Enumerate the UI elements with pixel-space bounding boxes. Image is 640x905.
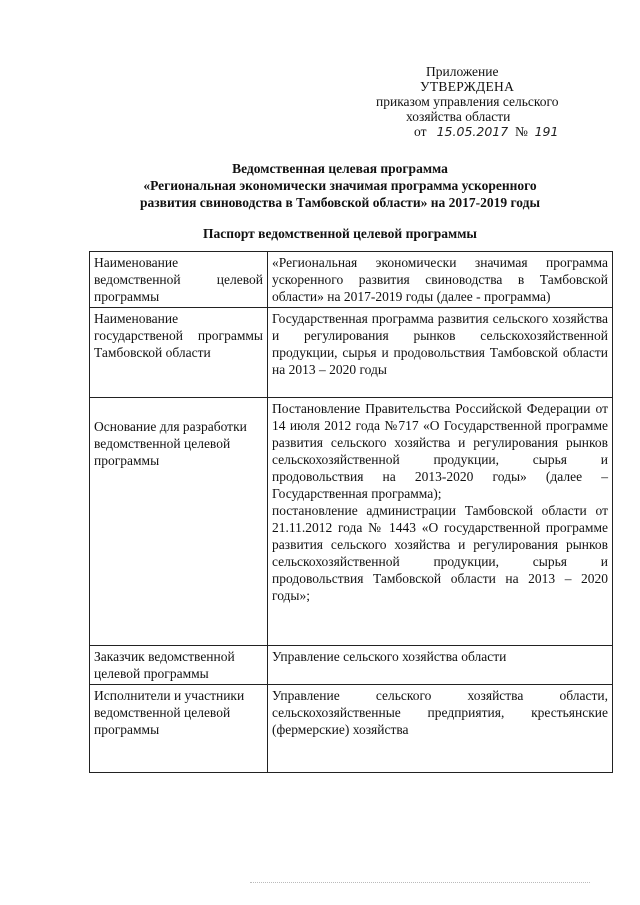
footer-divider xyxy=(250,882,590,883)
row-label: Основание для разработки ведомственной целевой программы xyxy=(90,398,268,646)
appendix-label: Приложение xyxy=(426,64,499,79)
title-line-3: развития свиноводства в Тамбовской области» на 2017-2019 годы xyxy=(139,195,541,210)
from-label: от xyxy=(414,124,427,139)
row-value: «Региональная экономически значимая программа ускоренного развития свиноводства в Тамбовской области» на 2017-2019 годы (далее - программа) xyxy=(268,252,613,308)
value-paragraph: постановление администрации Тамбовской области от 21.11.2012 года № 1443 «О государственной программе развития сельского хозяйства и регулирования рынков сельскохозяйственной продукции, сырья и продовольствия Тамбовской области на 2013 – 2020 годы»; xyxy=(272,503,608,603)
row-value: Управление сельского хозяйства области, сельскохозяйственные предприятия, крестьянские (фермерские) хозяйства xyxy=(268,685,613,773)
handwritten-date: 15.05.2017 xyxy=(436,124,509,139)
table-row xyxy=(90,398,613,646)
row-label: Заказчик ведомственной целевой программы xyxy=(90,646,268,685)
title-line-1: Ведомственная целевая программа xyxy=(232,161,448,176)
row-value xyxy=(268,398,613,646)
row-value: Управление сельского хозяйства области xyxy=(268,646,613,685)
row-label: Наименование государственой программы Тамбовской области xyxy=(90,308,268,398)
document-title xyxy=(60,160,620,211)
passport-table xyxy=(89,251,613,773)
row-value: Государственная программа развития сельского хозяйства и регулирования рынков сельскохозяйственной продукции, сырья и продовольствия Тамбовской области на 2013 – 2020 годы xyxy=(268,308,613,398)
table-row xyxy=(90,308,613,398)
row-label: Наименование ведомственной целевой программы xyxy=(90,252,268,308)
passport-heading: Паспорт ведомственной целевой программы xyxy=(203,226,477,241)
order-line: приказом управления сельского xyxy=(376,94,559,109)
title-line-2: «Региональная экономически значимая программа ускоренного xyxy=(143,178,537,193)
table-row xyxy=(90,685,613,773)
row-label: Исполнители и участники ведомственной целевой программы xyxy=(90,685,268,773)
handwritten-number: 191 xyxy=(534,124,559,139)
value-paragraph: Постановление Правительства Российской Федерации от 14 июля 2012 года №717 «О Государственной программе развития сельского хозяйства и регулирования рынков сельскохозяйственной продукции, сырья и продовольствия на 2013-2020 годы» (далее – Государственная программа); xyxy=(272,401,608,501)
table-row xyxy=(90,252,613,308)
approved-label: УТВЕРЖДЕНА xyxy=(420,79,515,94)
number-sign: № xyxy=(514,124,528,139)
department-line: хозяйства области xyxy=(406,109,511,124)
approval-block xyxy=(370,64,610,139)
table-row xyxy=(90,646,613,685)
date-number-line xyxy=(370,124,610,139)
